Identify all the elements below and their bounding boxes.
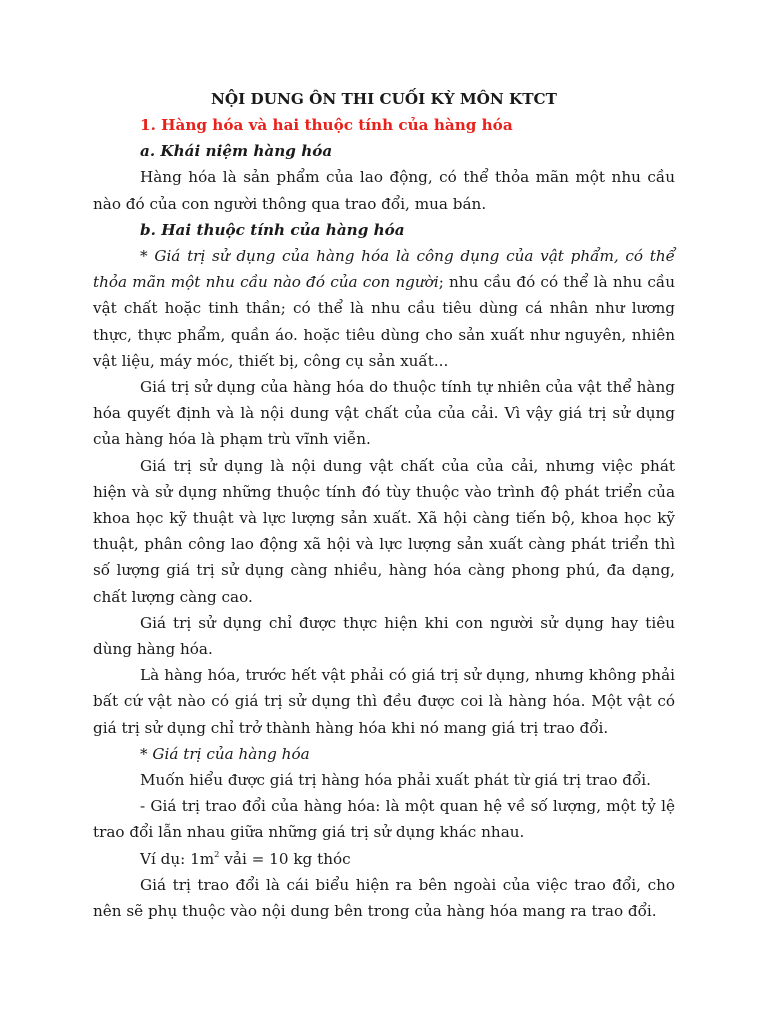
example-prefix: Ví dụ: 1m — [140, 849, 215, 868]
paragraph-b1 — [93, 243, 675, 374]
document-page — [93, 86, 675, 924]
section-heading: 1. Hàng hóa và hai thuộc tính của hàng hóa — [140, 116, 513, 134]
example-suffix: vải = 10 kg thóc — [219, 849, 351, 868]
paragraph-b3: Giá trị sử dụng là nội dung vật chất của của cải, nhưng việc phát hiện và sử dụng những thuộc tính đó tùy thuộc vào trình độ phát triển của khoa học kỹ thuật và lực lượng sản xuất. Xã hội càng tiến bộ, khoa học kỹ thuật, phân công lao động xã hội và lực lượng sản xuất càng phát triển thì số lượng giá trị sử dụng càng nhiều, hàng hóa càng phong phú, đa dạng, chất lượng càng cao. — [93, 456, 675, 606]
paragraph-a: Hàng hóa là sản phẩm của lao động, có thể thỏa mãn một nhu cầu nào đó của con người thông qua trao đổi, mua bán. — [93, 168, 675, 213]
example-superscript: 2 — [214, 848, 220, 859]
value-label: * Giá trị của hàng hóa — [140, 744, 310, 763]
example-line — [93, 846, 675, 872]
paragraph-c1: Muốn hiểu được giá trị hàng hóa phải xuất phát từ giá trị trao đổi. — [140, 771, 651, 790]
subheading-a: a. Khái niệm hàng hóa — [140, 142, 333, 161]
paragraph-b4: Giá trị sử dụng chỉ được thực hiện khi con người sử dụng hay tiêu dùng hàng hóa. — [93, 613, 675, 659]
paragraph-b5: Là hàng hóa, trước hết vật phải có giá trị sử dụng, nhưng không phải bất cứ vật nào có giá trị sử dụng thì đều được coi là hàng hóa. Một vật có giá trị sử dụng chỉ trở thành hàng hóa khi nó mang giá trị trao đổi. — [93, 666, 675, 737]
paragraph-b1-italic: * Giá trị sử dụng của hàng hóa là công dụng của vật phẩm, có thể thỏa mãn một nhu cầu nào đó của con người — [93, 247, 675, 292]
paragraph-c2: - Giá trị trao đổi của hàng hóa: là một quan hệ về số lượng, một tỷ lệ trao đổi lẫn nhau giữa những giá trị sử dụng khác nhau. — [93, 797, 675, 842]
paragraph-c3: Giá trị trao đổi là cái biểu hiện ra bên ngoài của việc trao đổi, cho nên sẽ phụ thuộc vào nội dung bên trong của hàng hóa mang ra trao đổi. — [93, 875, 675, 921]
subheading-b: b. Hai thuộc tính của hàng hóa — [140, 220, 405, 239]
document-title: NỘI DUNG ÔN THI CUỐI KỲ MÔN KTCT — [211, 90, 557, 108]
paragraph-b1-rest: ; nhu cầu đó có thể là nhu cầu vật chất hoặc tinh thần; có thể là nhu cầu tiêu dùng cá nhân như lương thực, thực phẩm, quần áo. hoặc tiêu dùng cho sản xuất như nguyên, nhiên vật liệu, máy móc, thiết bị, công cụ sản xuất... — [93, 273, 675, 370]
paragraph-b2: Giá trị sử dụng của hàng hóa do thuộc tính tự nhiên của vật thể hàng hóa quyết định và là nội dung vật chất của của cải. Vì vậy giá trị sử dụng của hàng hóa là phạm trù vĩnh viễn. — [93, 378, 675, 449]
